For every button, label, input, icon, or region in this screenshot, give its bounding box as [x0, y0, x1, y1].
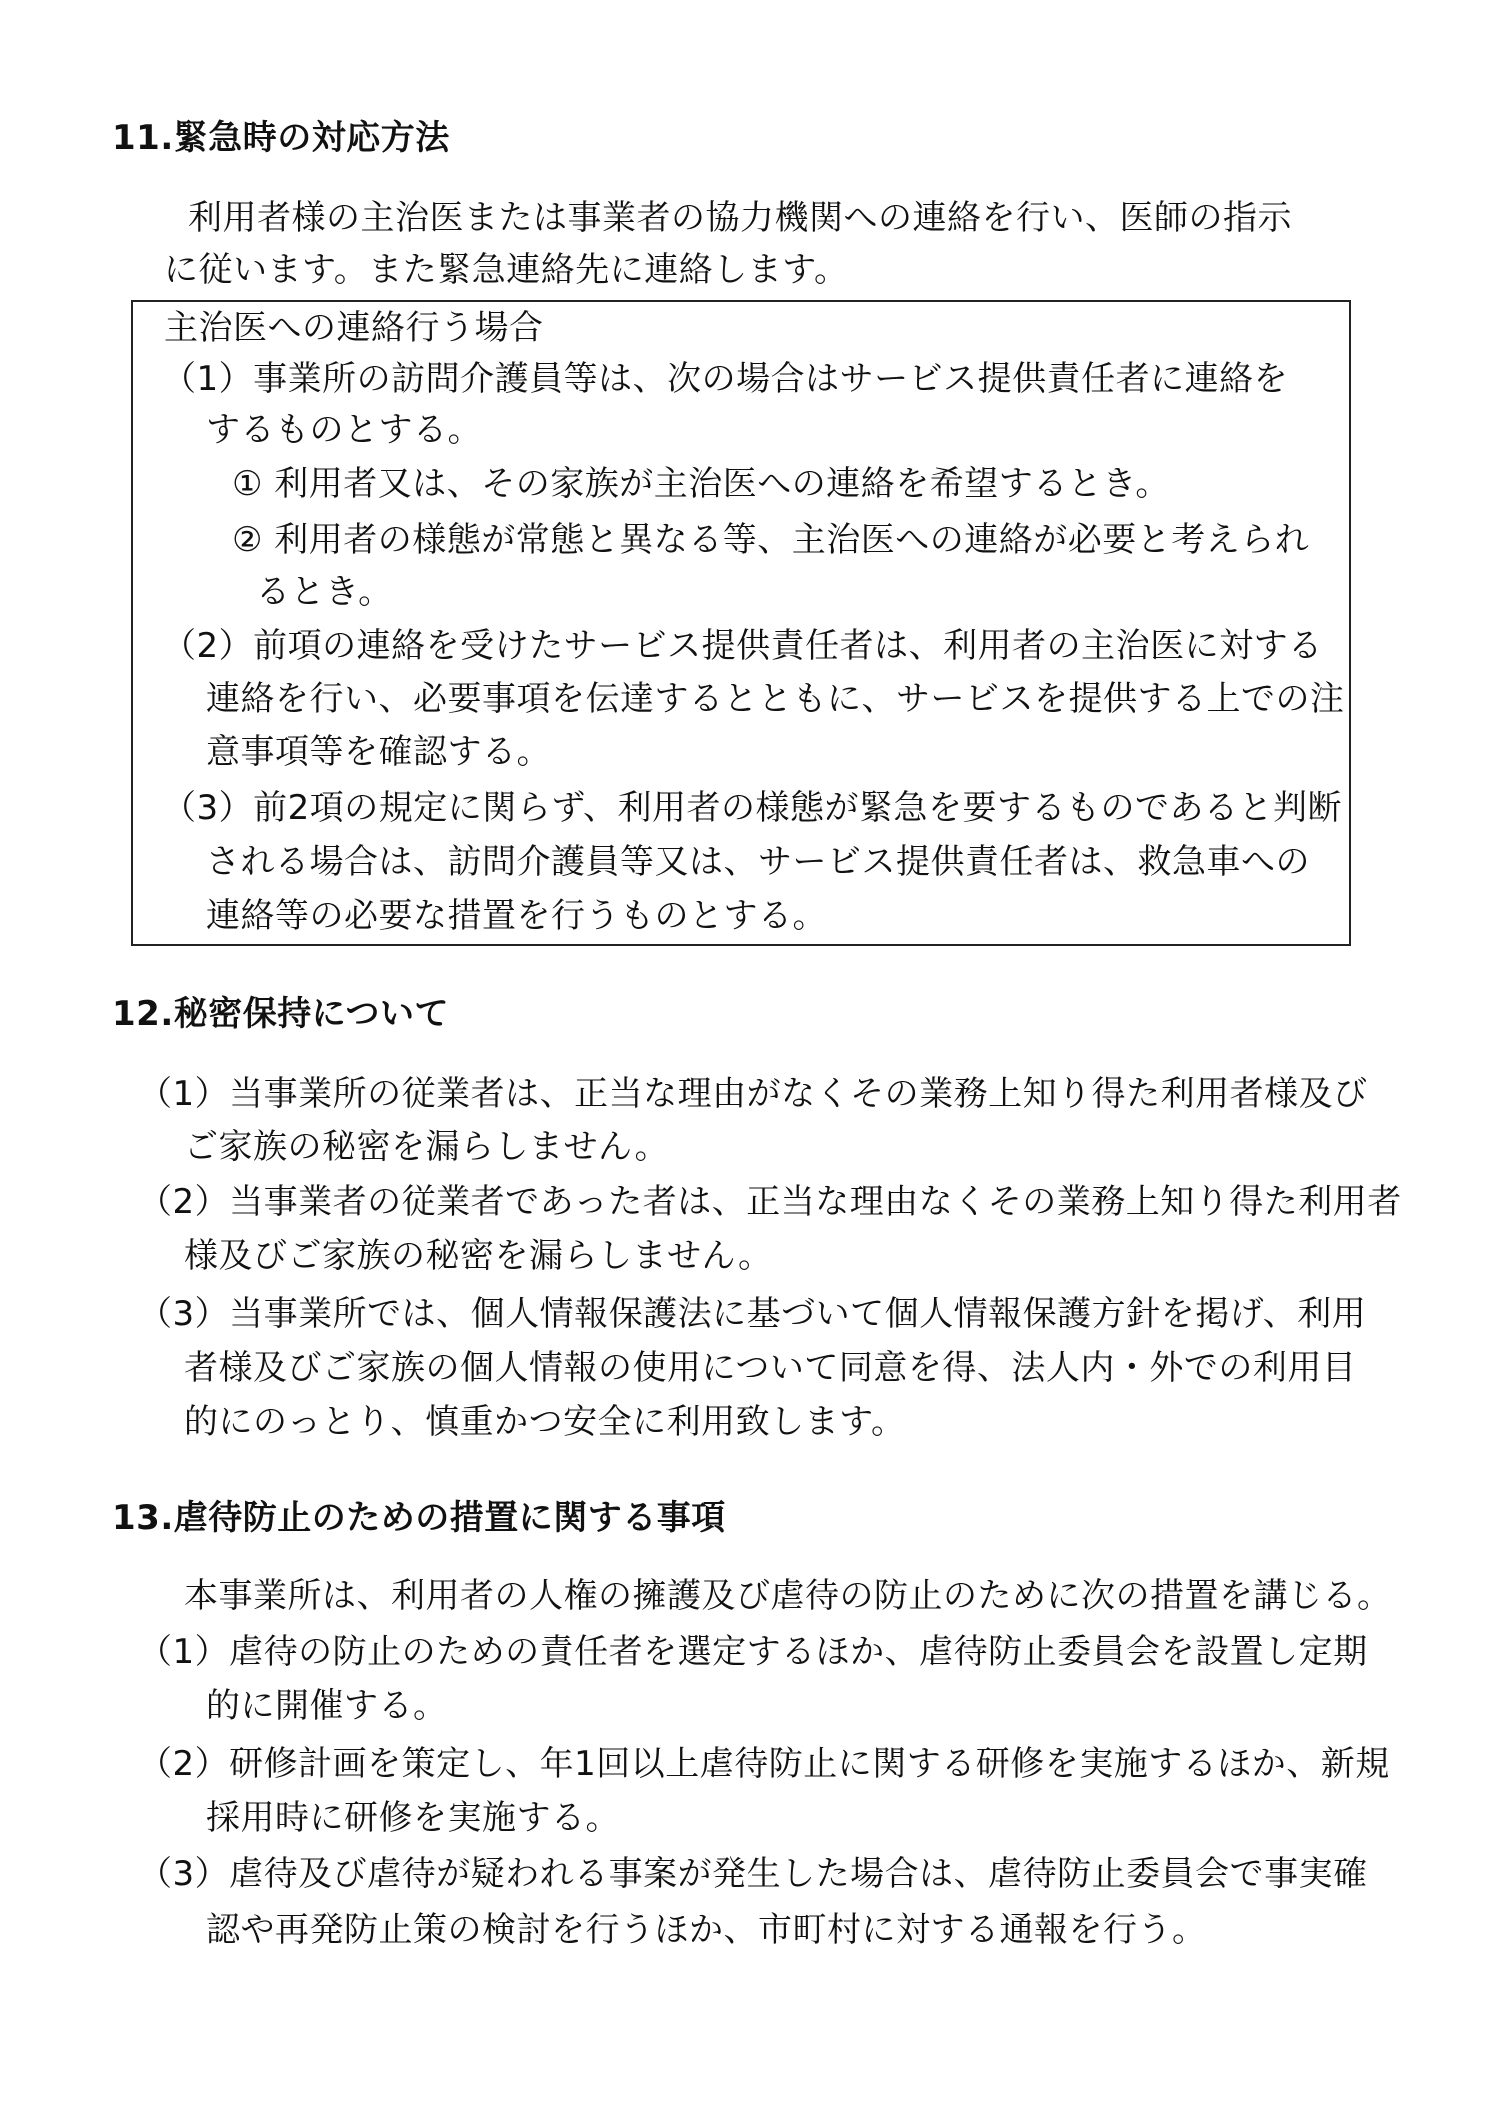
section-11-box-line: （3）前2項の規定に関らず、利用者の様態が緊急を要するものであると判断	[162, 788, 1343, 828]
section-12-line: 的にのっとり、慎重かつ安全に利用致します。	[184, 1402, 906, 1442]
section-11-box-line: 意事項等を確認する。	[206, 732, 551, 772]
section-13-line: 的に開催する。	[206, 1686, 448, 1726]
section-12-line: 者様及びご家族の個人情報の使用について同意を得、法人内・外での利用目	[184, 1348, 1357, 1388]
section-13-intro: 本事業所は、利用者の人権の擁護及び虐待の防止のために次の措置を講じる。	[184, 1576, 1392, 1616]
section-11-title: 11.緊急時の対応方法	[112, 118, 450, 158]
section-11-box-line: 連絡等の必要な措置を行うものとする。	[206, 896, 827, 936]
section-11-box-line: （2）前項の連絡を受けたサービス提供責任者は、利用者の主治医に対する	[162, 626, 1323, 666]
section-13-line: （3）虐待及び虐待が疑われる事案が発生した場合は、虐待防止委員会で事実確	[138, 1854, 1368, 1894]
section-12-line: （3）当事業所では、個人情報保護法に基づいて個人情報保護方針を掲げ、利用	[138, 1294, 1367, 1334]
section-12-line: ご家族の秘密を漏らしません。	[184, 1127, 670, 1167]
section-12-line: （1）当事業所の従業者は、正当な理由がなくその業務上知り得た利用者様及び	[138, 1074, 1368, 1114]
section-13-line: 採用時に研修を実施する。	[206, 1798, 620, 1838]
section-11-intro-line-2: に従います。また緊急連絡先に連絡します。	[164, 250, 849, 290]
section-11-box-line: するものとする。	[206, 410, 482, 450]
section-11-box-line: ① 利用者又は、その家族が主治医への連絡を希望するとき。	[232, 464, 1170, 504]
section-11-box-line: ② 利用者の様態が常態と異なる等、主治医への連絡が必要と考えられ	[232, 520, 1310, 560]
section-13-line: 認や再発防止策の検討を行うほか、市町村に対する通報を行う。	[206, 1910, 1207, 1950]
section-11-box-line: るとき。	[256, 572, 393, 612]
section-12-line: 様及びご家族の秘密を漏らしません。	[184, 1236, 773, 1276]
section-13-line: （1）虐待の防止のための責任者を選定するほか、虐待防止委員会を設置し定期	[138, 1632, 1368, 1672]
section-13-title: 13.虐待防止のための措置に関する事項	[112, 1498, 726, 1538]
section-12-line: （2）当事業者の従業者であった者は、正当な理由なくその業務上知り得た利用者	[138, 1182, 1402, 1222]
section-11-box-line: される場合は、訪問介護員等又は、サービス提供責任者は、救急車への	[206, 842, 1310, 882]
section-11-box-heading: 主治医への連絡行う場合	[164, 308, 544, 348]
section-13-line: （2）研修計画を策定し、年1回以上虐待防止に関する研修を実施するほか、新規	[138, 1744, 1390, 1784]
section-11-intro-line-1: 利用者様の主治医または事業者の協力機関への連絡を行い、医師の指示	[188, 198, 1292, 238]
section-12-title: 12.秘密保持について	[112, 994, 450, 1034]
section-11-box-line: （1）事業所の訪問介護員等は、次の場合はサービス提供責任者に連絡を	[162, 359, 1289, 399]
section-11-box-line: 連絡を行い、必要事項を伝達するとともに、サービスを提供する上での注	[206, 679, 1345, 719]
